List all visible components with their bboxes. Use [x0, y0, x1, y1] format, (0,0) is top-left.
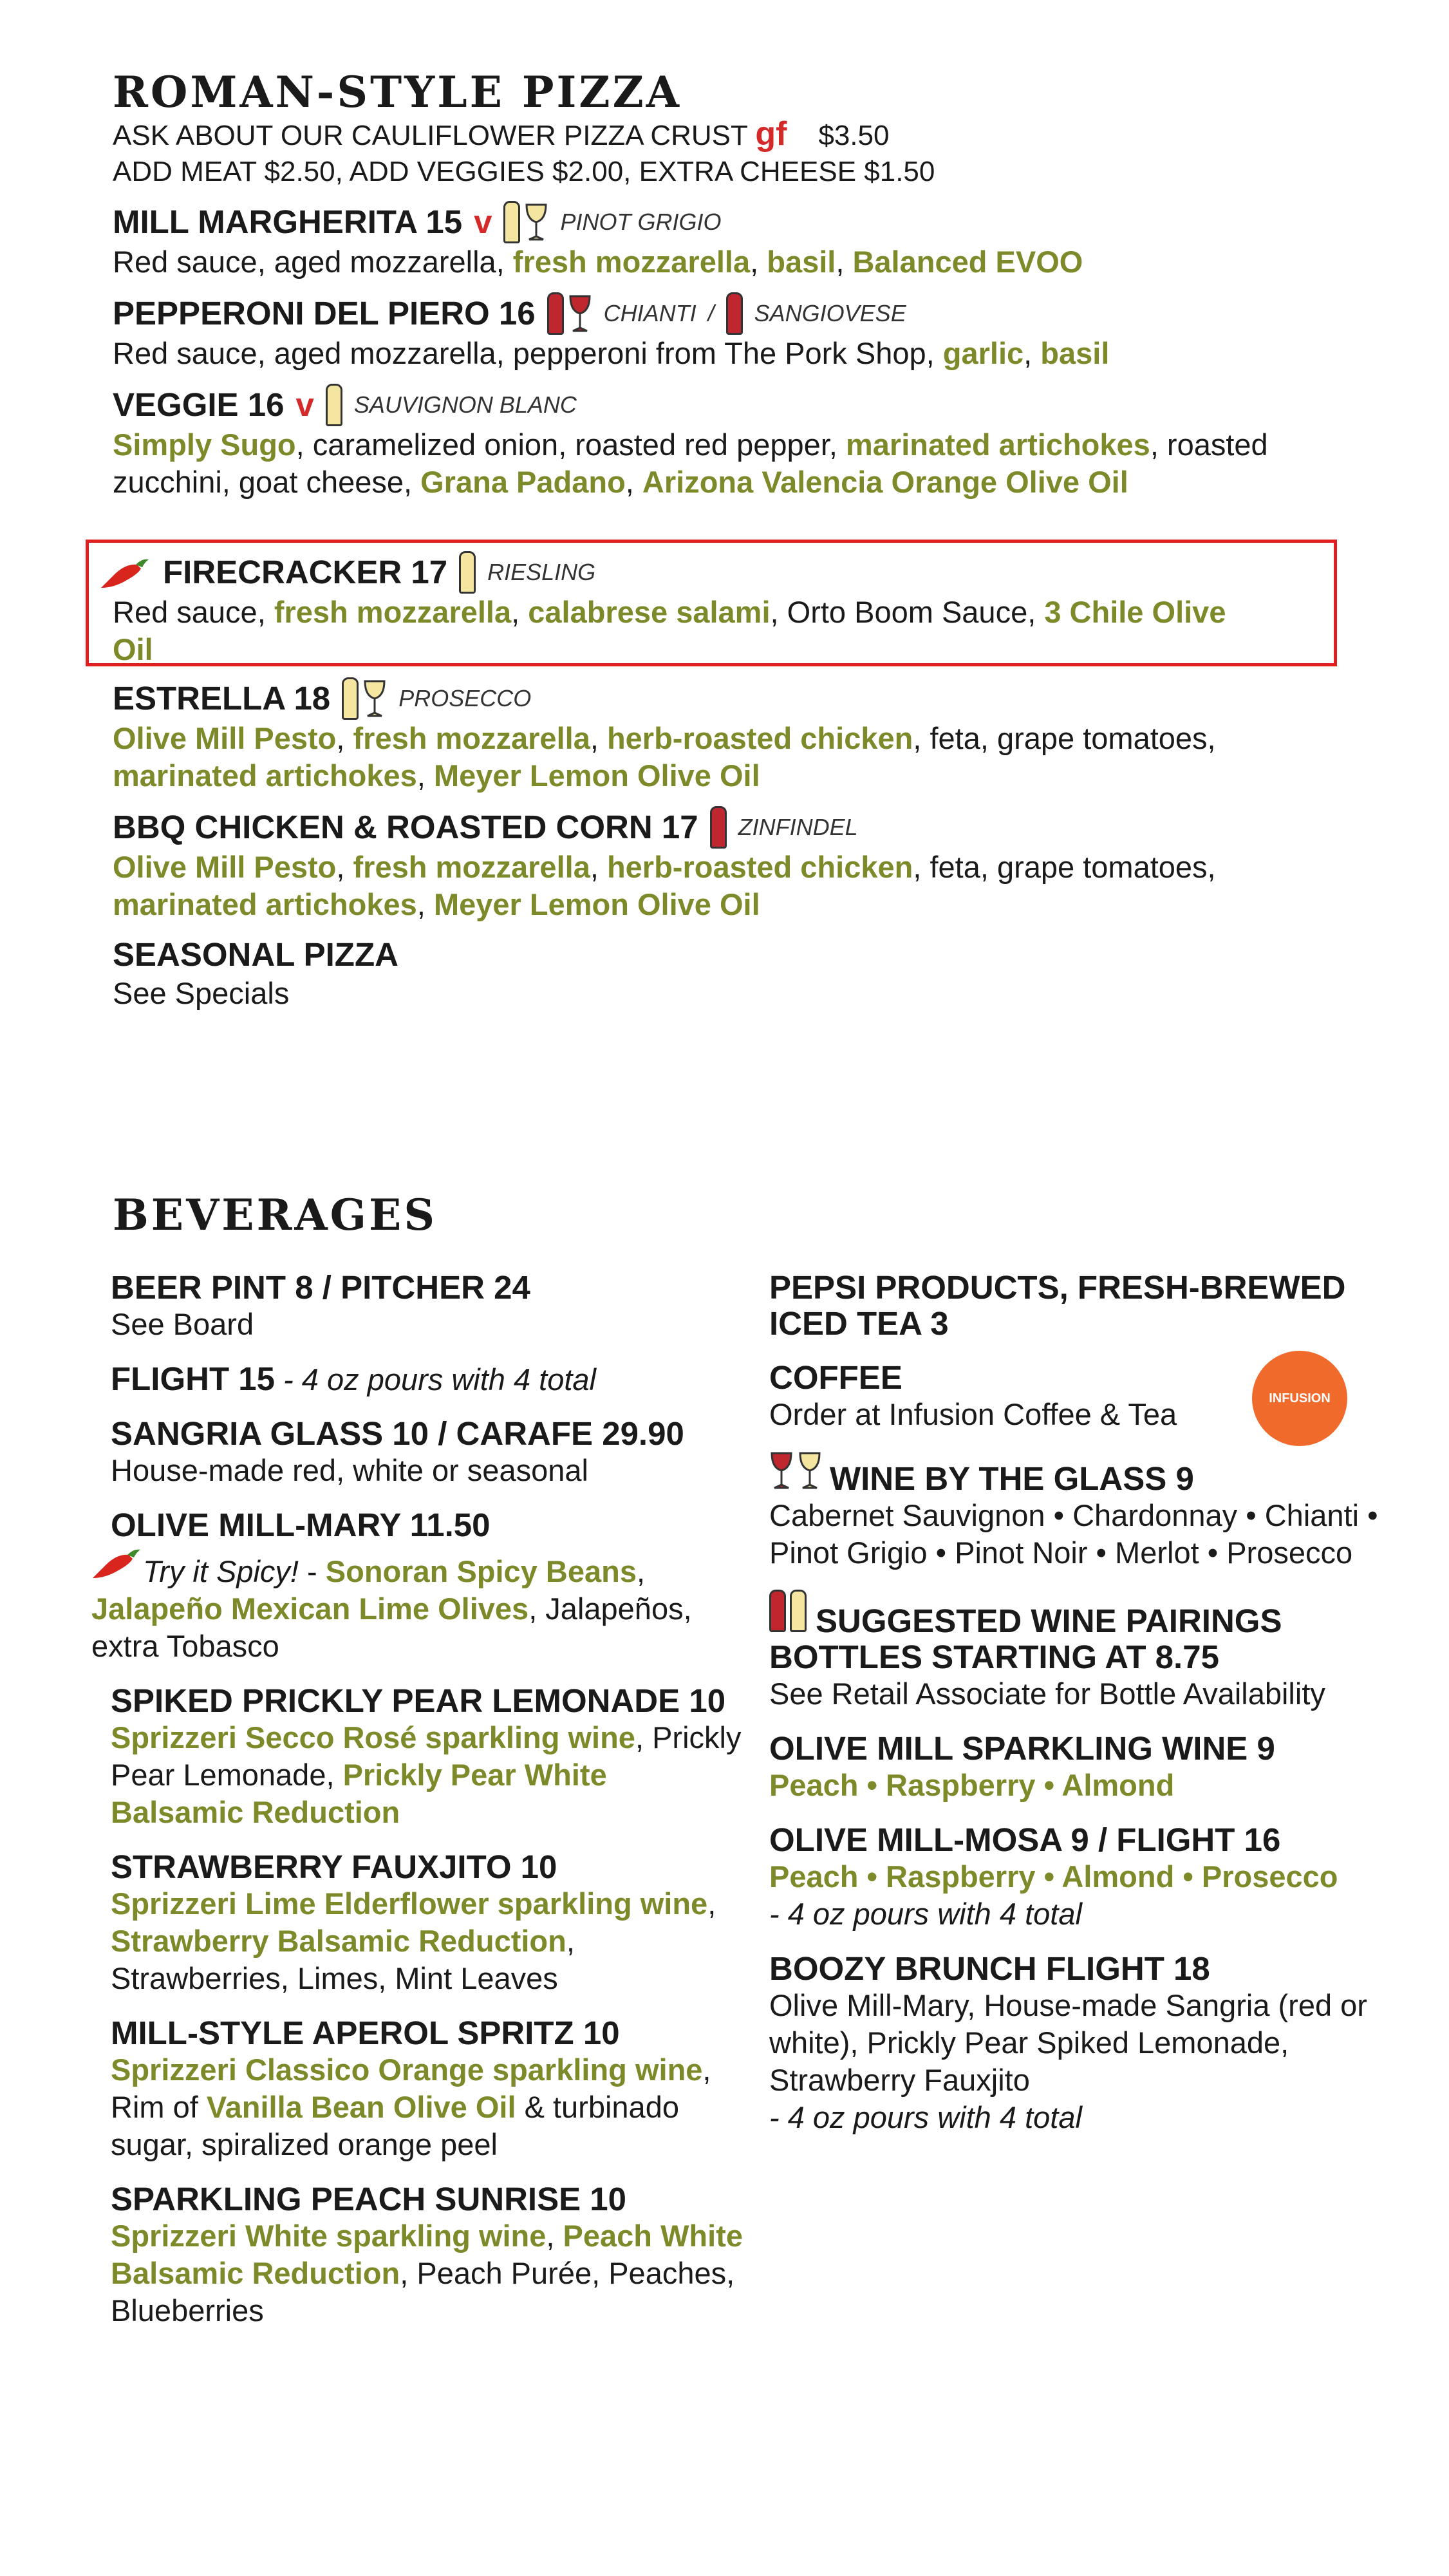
beverage-name-text: SPIKED PRICKLY PEAR LEMONADE 10 [111, 1682, 726, 1719]
olive-ingredient: Sprizzeri White sparkling wine [111, 2219, 547, 2253]
white-wine-bottle-icon [326, 384, 342, 426]
wine-pairing-icons [342, 677, 387, 720]
beverage-text: , [546, 2219, 563, 2253]
ingredient-text: See Specials [113, 976, 290, 1010]
beverage-text: Olive Mill-Mary, House-made Sangria (red or white), Prickly Pear Spiked Lemonade, Strawberry Fauxjito [769, 1988, 1367, 2097]
olive-ingredient: Meyer Lemon Olive Oil [433, 887, 760, 921]
add-ons-line: ADD MEAT $2.50, ADD VEGGIES $2.00, EXTRA CHEESE $1.50 [113, 156, 935, 187]
white-wine-glass-icon [524, 203, 548, 241]
beverage-item [769, 1590, 1419, 1713]
beverage-name [111, 1507, 748, 1543]
beverage-name [769, 1822, 1419, 1858]
pizza-item [113, 292, 1336, 372]
beverage-name-text: OLIVE MILL-MARY 11.50 [111, 1507, 491, 1543]
beverage-text: - 4 oz pours with 4 total [769, 2100, 1082, 2134]
beverage-text: , Rim of [111, 2053, 711, 2124]
beverage-text: House-made red, white or seasonal [111, 1453, 588, 1487]
beverage-description [91, 1543, 748, 1665]
beverage-name-suffix: - 4 oz pours with 4 total [275, 1362, 596, 1396]
pizza-item-name [113, 935, 1336, 975]
beverage-text: Cabernet Sauvignon • Chardonnay • Chianti • Pinot Grigio • Pinot Noir • Merlot • Prosecco [769, 1498, 1378, 1570]
pizza-item [113, 935, 1336, 1012]
wine-pairing-icons [326, 384, 342, 426]
cauliflower-crust-text: ASK ABOUT OUR CAULIFLOWER PIZZA CRUST [113, 120, 756, 151]
ingredient-text: , Orto Boom Sauce, [770, 595, 1045, 629]
beverage-item [769, 1822, 1419, 1933]
olive-ingredient: Simply Sugo [113, 428, 296, 462]
beverage-item [111, 1361, 748, 1398]
beverage-text: , Jalapeños, extra Tobasco [91, 1592, 692, 1663]
olive-ingredient: marinated artichokes [113, 758, 417, 793]
beverage-name [769, 1951, 1419, 1987]
olive-ingredient: herb-roasted chicken [606, 850, 913, 884]
beverage-description [769, 1895, 1419, 1933]
olive-ingredient: herb-roasted chicken [606, 721, 913, 755]
beverage-name-text: PEPSI PRODUCTS, FRESH-BREWED ICED TEA 3 [769, 1269, 1346, 1342]
white-wine-bottle-icon [503, 201, 520, 243]
olive-ingredient: Peach White Balsamic Reduction [111, 2219, 743, 2290]
beverage-name-text: FLIGHT 15 [111, 1360, 276, 1397]
pizza-item-name [113, 677, 1336, 720]
beverage-name-text: STRAWBERRY FAUXJITO 10 [111, 1848, 557, 1885]
beverage-name-text: MILL-STYLE APEROL SPRITZ 10 [111, 2015, 620, 2051]
beverage-name [111, 1416, 748, 1452]
cauliflower-crust-line [113, 116, 1336, 154]
chili-pepper-icon [91, 1543, 143, 1582]
beverage-name-text: SUGGESTED WINE PAIRINGS BOTTLES STARTING AT 8.75 [769, 1603, 1282, 1675]
pizza-section-title: ROMAN-STYLE PIZZA [113, 67, 682, 117]
wine-pairing: ZINFINDEL [738, 814, 858, 840]
beverage-item [769, 1270, 1419, 1342]
white-wine-glass-icon [362, 679, 387, 718]
wine-pairing-icons [503, 201, 548, 243]
red-wine-bottle-icon [710, 806, 727, 849]
olive-ingredient: fresh mozzarella [512, 245, 751, 279]
beverage-text: See Retail Associate for Bottle Availability [769, 1677, 1325, 1711]
beverage-text: & turbinado sugar, spiralized orange peel [111, 2090, 679, 2161]
wine-pairing-alt: SANGIOVESE [754, 300, 906, 326]
olive-ingredient: fresh mozzarella [353, 721, 590, 755]
ingredient-text: , feta, grape tomatoes, [913, 721, 1216, 755]
vegetarian-badge: v [474, 203, 492, 240]
ingredient-text: , [750, 245, 767, 279]
beverage-name [769, 1590, 1419, 1675]
ingredient-text: , [416, 887, 434, 921]
beverage-name-text: OLIVE MILL SPARKLING WINE 9 [769, 1730, 1275, 1767]
beverage-text: See Board [111, 1307, 254, 1341]
beverages-left-column [91, 1269, 748, 2347]
pairing-separator: / [707, 300, 715, 326]
beverage-description [111, 2051, 748, 2163]
beverage-item [769, 1731, 1419, 1804]
beverage-description [111, 1719, 748, 1831]
olive-ingredient: Strawberry Balsamic Reduction [111, 1924, 566, 1958]
gluten-free-badge: gf [755, 115, 787, 153]
wine-pairing: RIESLING [487, 559, 596, 585]
ingredient-text: , [1024, 336, 1041, 370]
wine-bottle-icons [769, 1590, 807, 1632]
red-wine-bottle-icon [726, 292, 743, 335]
olive-ingredient: Olive Mill Pesto [113, 721, 337, 755]
beverage-description [111, 1452, 748, 1489]
infusion-coffee-badge [1252, 1351, 1347, 1446]
beverage-name [769, 1451, 1419, 1497]
pizza-item-name [113, 806, 1336, 849]
beverage-name [769, 1270, 1419, 1342]
beverage-text: , Strawberries, Limes, Mint Leaves [111, 1924, 575, 1995]
olive-ingredient: Meyer Lemon Olive Oil [433, 758, 760, 793]
olive-ingredient: Balanced EVOO [852, 245, 1083, 279]
pizza-item-name [113, 292, 1336, 335]
beverage-name-text: SPARKLING PEACH SUNRISE 10 [111, 2181, 627, 2217]
olive-ingredient: garlic [942, 336, 1024, 370]
ingredient-text: , [336, 850, 353, 884]
olive-ingredient: marinated artichokes [113, 887, 417, 921]
wine-glass-icons [769, 1451, 822, 1490]
ingredient-text: , feta, grape tomatoes, [913, 850, 1216, 884]
pizza-name: PEPPERONI DEL PIERO 16 [113, 295, 536, 332]
beverage-name [111, 1270, 748, 1306]
olive-ingredient: Prickly Pear White Balsamic Reduction [111, 1758, 607, 1829]
ingredient-text: , [511, 595, 528, 629]
pizza-description [113, 426, 1271, 501]
ingredient-text: , [625, 465, 642, 499]
beverage-name-text: BEER PINT 8 / PITCHER 24 [111, 1269, 530, 1306]
beverage-text: , [707, 1886, 716, 1921]
olive-ingredient: basil [767, 245, 836, 279]
beverage-text: , [636, 1554, 646, 1588]
olive-ingredient: Peach • Raspberry • Almond • Prosecco [769, 1859, 1338, 1894]
red-wine-glass-icon [769, 1451, 794, 1490]
beverage-item [111, 1849, 748, 1997]
beverages-section-title: BEVERAGES [113, 1190, 437, 1240]
beverage-text: Order at Infusion Coffee & Tea [769, 1397, 1177, 1431]
white-wine-bottle-icon [790, 1590, 807, 1632]
ingredient-text: Red sauce, [113, 595, 274, 629]
beverage-name [111, 1361, 748, 1398]
pizza-item [113, 384, 1336, 501]
olive-ingredient: marinated artichokes [846, 428, 1150, 462]
olive-ingredient: Vanilla Bean Olive Oil [206, 2090, 516, 2124]
olive-ingredient: Grana Padano [420, 465, 626, 499]
red-wine-bottle-icon [769, 1590, 786, 1632]
cauliflower-crust-price: $3.50 [818, 120, 890, 151]
ingredient-text: , [416, 758, 434, 793]
olive-ingredient: Olive Mill Pesto [113, 850, 337, 884]
pizza-info [113, 116, 1336, 190]
beverage-name-text: BOOZY BRUNCH FLIGHT 18 [769, 1950, 1210, 1987]
pizza-item [113, 677, 1336, 794]
ingredient-text: , [590, 721, 607, 755]
beverage-name-text: WINE BY THE GLASS 9 [830, 1460, 1194, 1497]
beverage-name [769, 1731, 1419, 1767]
pizza-item [113, 806, 1336, 923]
olive-ingredient: Peach • Raspberry • Almond [769, 1768, 1175, 1802]
white-wine-glass-icon [798, 1451, 822, 1490]
ingredient-text: , [836, 245, 853, 279]
beverage-item [111, 1416, 748, 1489]
beverage-description [111, 2217, 748, 2329]
beverage-name-text: SANGRIA GLASS 10 / CARAFE 29.90 [111, 1415, 684, 1452]
ingredient-text: , [336, 721, 353, 755]
pizza-description [113, 335, 1271, 372]
olive-ingredient: Sprizzeri Classico Orange sparkling wine [111, 2053, 703, 2087]
olive-ingredient: Sprizzeri Secco Rosé sparkling wine [111, 1720, 635, 1754]
beverage-description [769, 1858, 1419, 1895]
olive-ingredient: Sonoran Spicy Beans [325, 1554, 637, 1588]
olive-ingredient: fresh mozzarella [274, 595, 512, 629]
olive-ingredient: Sprizzeri Lime Elderflower sparkling wine [111, 1886, 708, 1921]
olive-ingredient: 3 Chile Olive Oil [113, 595, 1226, 666]
beverage-name [111, 1849, 748, 1885]
infusion-badge-text: INFUSION [1269, 1391, 1331, 1406]
wine-pairing-icons [710, 806, 727, 849]
ingredient-text: Red sauce, aged mozzarella, pepperoni from The Pork Shop, [113, 336, 943, 370]
wine-pairing: PROSECCO [398, 685, 532, 711]
beverage-description [769, 1675, 1419, 1713]
ingredient-text: , caramelized onion, roasted red pepper, [295, 428, 846, 462]
pizza-name: ESTRELLA 18 [113, 680, 331, 717]
white-wine-bottle-icon [342, 677, 359, 720]
pizza-item-name [113, 201, 1336, 243]
vegetarian-badge: v [295, 386, 314, 423]
beverage-item [111, 1270, 748, 1343]
beverage-item [111, 2181, 748, 2329]
olive-ingredient: Jalapeño Mexican Lime Olives [91, 1592, 529, 1626]
pizza-description [113, 243, 1271, 281]
beverage-name [111, 2015, 748, 2051]
pizza-name: FIRECRACKER 17 [163, 554, 448, 590]
red-wine-bottle-icon [547, 292, 564, 335]
beverage-text: - [298, 1554, 326, 1588]
wine-pairing: PINOT GRIGIO [560, 209, 722, 235]
pizza-name: MILL MARGHERITA 15 [113, 203, 463, 240]
pizza-description [113, 975, 1271, 1012]
beverage-text: Try it Spicy! [143, 1554, 299, 1588]
wine-pairing: SAUVIGNON BLANC [353, 391, 577, 418]
beverage-description [769, 2099, 1419, 2136]
wine-pairing-icons [547, 292, 592, 335]
beverage-name-text: OLIVE MILL-MOSA 9 / FLIGHT 16 [769, 1821, 1281, 1858]
beverage-description [111, 1306, 748, 1343]
wine-pairing: CHIANTI [603, 300, 696, 326]
pizza-description [113, 849, 1271, 923]
pizza-name: SEASONAL PIZZA [113, 936, 398, 973]
beverage-text: , Prickly Pear Lemonade, [111, 1720, 742, 1792]
beverage-description [769, 1767, 1419, 1804]
olive-ingredient: basil [1040, 336, 1110, 370]
pizza-name: BBQ CHICKEN & ROASTED CORN 17 [113, 809, 698, 845]
ingredient-text: , roasted zucchini, goat cheese, [113, 428, 1268, 499]
olive-ingredient: calabrese salami [528, 595, 771, 629]
beverage-name [111, 2181, 748, 2217]
beverage-item [769, 1451, 1419, 1572]
ingredient-text: Red sauce, aged mozzarella, [113, 245, 513, 279]
olive-ingredient: Arizona Valencia Orange Olive Oil [642, 465, 1128, 499]
beverage-text: , Peach Purée, Peaches, Blueberries [111, 2256, 735, 2327]
beverage-text: - 4 oz pours with 4 total [769, 1897, 1082, 1931]
firecracker-highlight-box [86, 540, 1337, 666]
beverage-item [111, 2015, 748, 2163]
pizza-item [113, 201, 1336, 281]
beverage-item [91, 1507, 748, 1665]
beverage-description [769, 1497, 1419, 1572]
ingredient-text: , [590, 850, 607, 884]
pizza-description [113, 720, 1271, 794]
beverage-name [111, 1683, 748, 1719]
pizza-name: VEGGIE 16 [113, 386, 285, 423]
beverage-description [769, 1987, 1419, 2099]
red-wine-glass-icon [568, 294, 592, 333]
pizza-item-name [113, 384, 1336, 426]
beverage-name-text: COFFEE [769, 1359, 902, 1396]
beverage-item [769, 1951, 1419, 2136]
beverage-item [111, 1683, 748, 1831]
beverage-description [111, 1885, 748, 1997]
olive-ingredient: fresh mozzarella [353, 850, 590, 884]
